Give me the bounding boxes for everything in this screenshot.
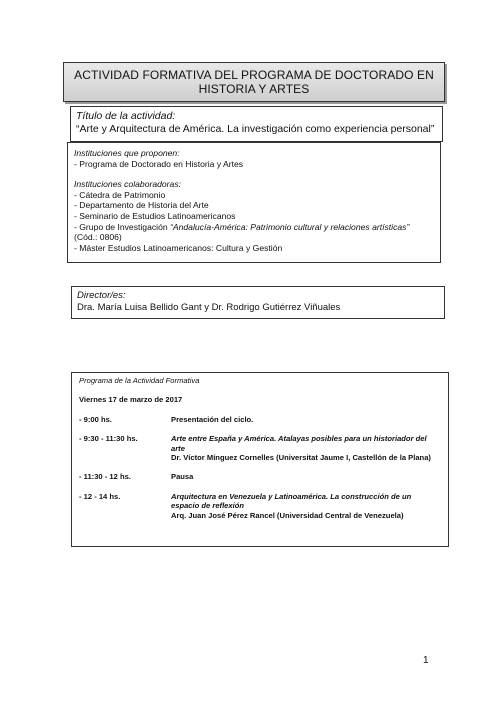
program-item [79, 472, 441, 481]
program-item-title: Pausa [171, 472, 194, 482]
program-item-title: Arte entre España y América. Atalayas posibles para un historiador del arte [171, 434, 427, 453]
proposing-label: Instituciones que proponen: [74, 148, 180, 158]
program-item-time: - 9:30 - 11:30 hs. [79, 434, 138, 444]
institutions-box [67, 142, 441, 263]
program-item-speaker: Arq. Juan José Pérez Rancel (Universidad Central de Venezuela) [171, 510, 404, 520]
research-group-prefix: - Grupo de Investigación [74, 221, 171, 232]
collaborating-label: Instituciones colaboradoras: [74, 179, 182, 190]
collaborating-item: - Cátedra de Patrimonio [74, 189, 166, 200]
program-item-time: - 9:00 hs. [79, 414, 112, 424]
collaborating-item: - Seminario de Estudios Latinoamericanos [74, 210, 236, 221]
program-item-title: Presentación del ciclo. [171, 414, 254, 424]
collaborating-item: - Departamento de Historia del Arte [74, 200, 209, 211]
program-label: Programa de la Actividad Formativa [79, 376, 200, 385]
page-number: 1 [423, 655, 429, 666]
proposing-item: - Programa de Doctorado en Historia y Artes [74, 158, 244, 169]
header-line-1: ACTIVIDAD FORMATIVA DEL PROGRAMA DE DOCTORADO EN [74, 68, 434, 82]
program-item [79, 434, 441, 462]
program-item-time: - 11:30 - 12 hs. [79, 472, 131, 482]
program-item-speaker: Dr. Víctor Mínguez Cornelles (Universitat Jaume I, Castellón de la Plana) [171, 453, 431, 463]
research-group-name: “Andalucía-América: Patrimonio cultural y relaciones artísticas” [170, 221, 410, 232]
activity-title-label: Título de la actividad: [76, 110, 176, 122]
program-item [79, 492, 441, 520]
research-group-code: (Cód.: 0806) [74, 232, 122, 243]
directors-label: Director/es: [77, 290, 126, 301]
activity-title-box [70, 106, 443, 142]
program-box [71, 372, 449, 547]
program-item-time: - 12 - 14 hs. [79, 491, 121, 501]
activity-title: “Arte y Arquitectura de América. La investigación como experiencia personal” [76, 123, 435, 135]
header-line-2: HISTORIA Y ARTES [198, 82, 310, 96]
program-date: Viernes 17 de marzo de 2017 [79, 395, 183, 405]
directors-names: Dra. María Luisa Bellido Gant y Dr. Rodrigo Gutiérrez Viñuales [77, 302, 341, 313]
document-header [63, 62, 445, 102]
directors-box [71, 286, 445, 319]
master-item: - Máster Estudios Latinoamericanos: Cultura y Gestión [74, 242, 283, 253]
program-item-title: Arquitectura en Venezuela y Latinoamérica. La construcción de un espacio de reflexión [171, 491, 412, 511]
program-item [79, 415, 441, 424]
research-group-line [74, 222, 434, 233]
